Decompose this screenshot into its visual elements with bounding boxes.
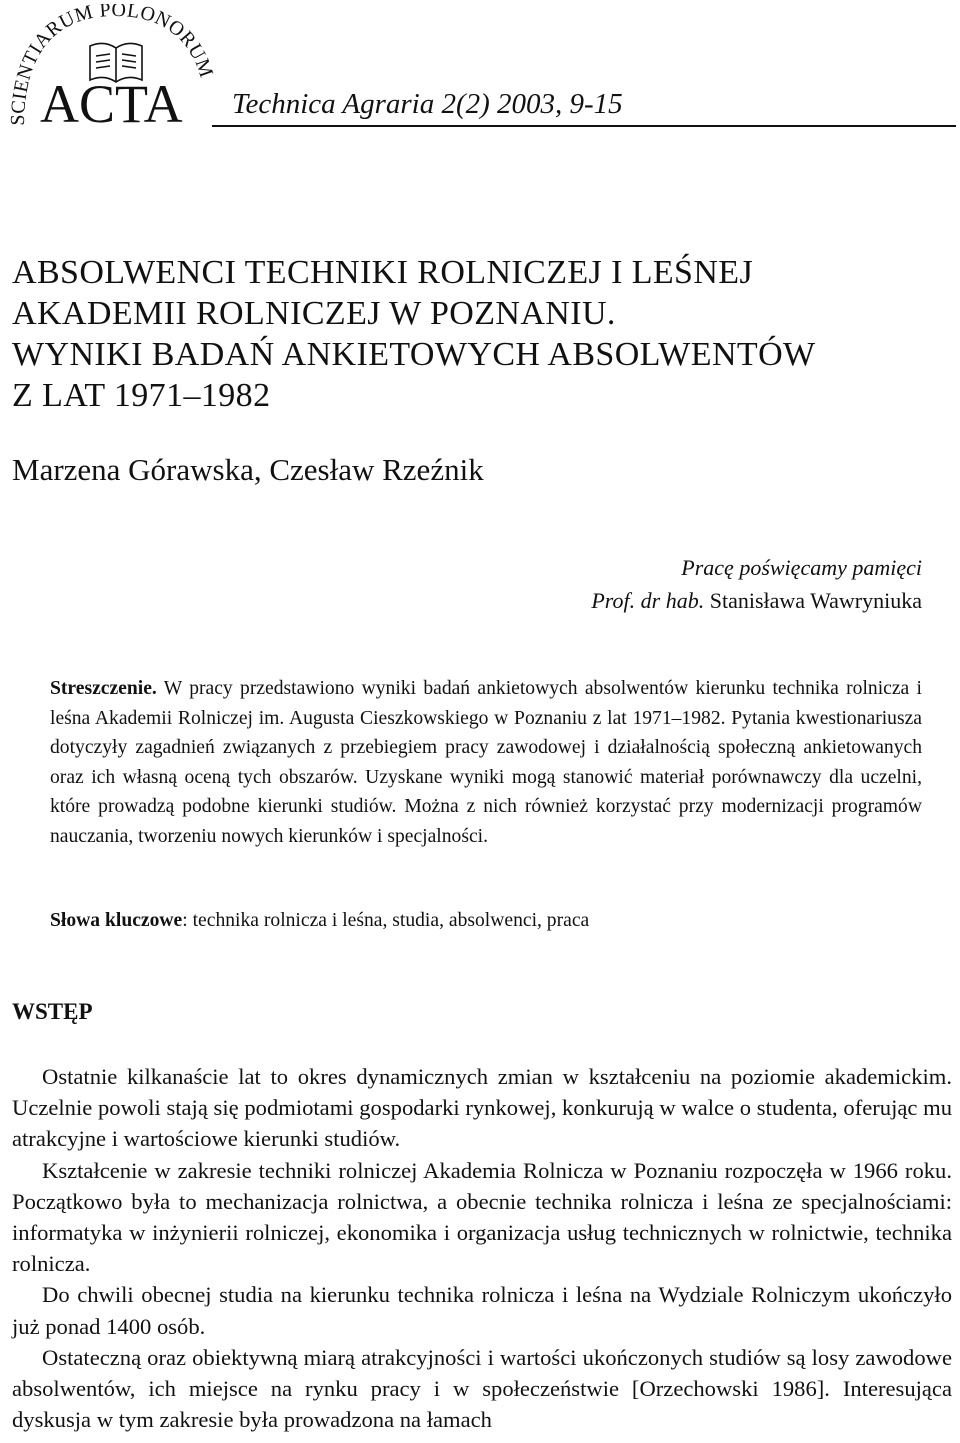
keywords-text: : technika rolnicza i leśna, studia, absolwenci, praca — [182, 910, 590, 931]
journal-header — [0, 0, 960, 132]
section-heading: WSTĘP — [12, 999, 93, 1024]
body-text — [12, 1061, 952, 1435]
title-line: WYNIKI BADAŃ ANKIETOWYCH ABSOLWENTÓW — [12, 336, 816, 373]
dedication-title: Prof. dr hab. — [591, 588, 705, 613]
authors: Marzena Górawska, Czesław Rzeźnik — [12, 452, 484, 487]
dedication-line: Pracę poświęcamy pamięci — [681, 555, 922, 580]
journal-reference: Technica Agraria 2(2) 2003, 9-15 — [232, 88, 623, 120]
abstract-label: Streszczenie. — [50, 678, 157, 699]
body-paragraph: Do chwili obecnej studia na kierunku technika rolnicza i leśna na Wydziale Rolniczym ukończyło już ponad 1400 osób. — [12, 1282, 952, 1339]
dedication — [591, 551, 922, 617]
body-paragraph: Ostatnie kilkanaście lat to okres dynamicznych zmian w kształceniu na poziomie akademickim. Uczelnie powoli stają się podmiotami gospodarki rynkowej, konkurują w walce o studenta, oferując mu atrakcyjne i wartościowe kierunki studiów. — [12, 1064, 952, 1152]
acta-logo — [6, 4, 214, 126]
logo-acta-text: ACTA — [40, 74, 183, 126]
abstract-text: W pracy przedstawiono wyniki badań ankietowych absolwentów kierunku technika rolnicza i leśna Akademii Rolniczej im. Augusta Cieszkowskiego w Poznaniu z lat 1971–1982. Pytania kwestionariusza dotyczyły zagadnień związanych z przebiegiem pracy zawodowej i działalnością społeczną ankietowanych oraz ich własną oceną tych obszarów. Uzyskane wyniki mogą stanowić materiał porównawczy dla uczelni, które prowadzą podobne kierunki studiów. Można z nich również korzystać przy modernizacji programów nauczania, tworzeniu nowych kierunków i specjalności. — [50, 678, 922, 847]
keywords-label: Słowa kluczowe — [50, 910, 183, 931]
logo-arc-text: SCIENTIARUM POLONORU — [6, 4, 210, 126]
dedication-name: Stanisława Wawryniuka — [709, 588, 922, 613]
body-paragraph: Kształcenie w zakresie techniki rolniczej Akademia Rolnicza w Poznaniu rozpoczęła w 1966 roku. Początkowo była to mechanizacja rolnictwa, a obecnie technika rolnicza i leśna ze specjalnościami: informatyka w inżynierii rolniczej, ekonomika i organizacja usług technicznych w rolnictwie, technika rolnicza. — [12, 1157, 952, 1277]
article-title — [12, 252, 816, 416]
title-line: ABSOLWENCI TECHNIKI ROLNICZEJ I LEŚNEJ — [12, 254, 754, 291]
dedication-line — [591, 584, 922, 617]
abstract — [50, 674, 922, 851]
title-line: Z LAT 1971–1982 — [12, 377, 271, 414]
keywords — [50, 910, 589, 932]
title-line: AKADEMII ROLNICZEJ W POZNANIU. — [12, 295, 616, 332]
body-paragraph: Ostateczną oraz obiektywną miarą atrakcyjności i wartości ukończonych studiów są losy zawodowe absolwentów, ich miejsce na rynku pracy i w społeczeństwie [Orzechowski 1986]. Interesująca dyskusja w tym zakresie była prowadzona na łamach — [12, 1344, 952, 1433]
header-rule — [212, 125, 956, 127]
acta-logo-mark — [6, 4, 214, 126]
